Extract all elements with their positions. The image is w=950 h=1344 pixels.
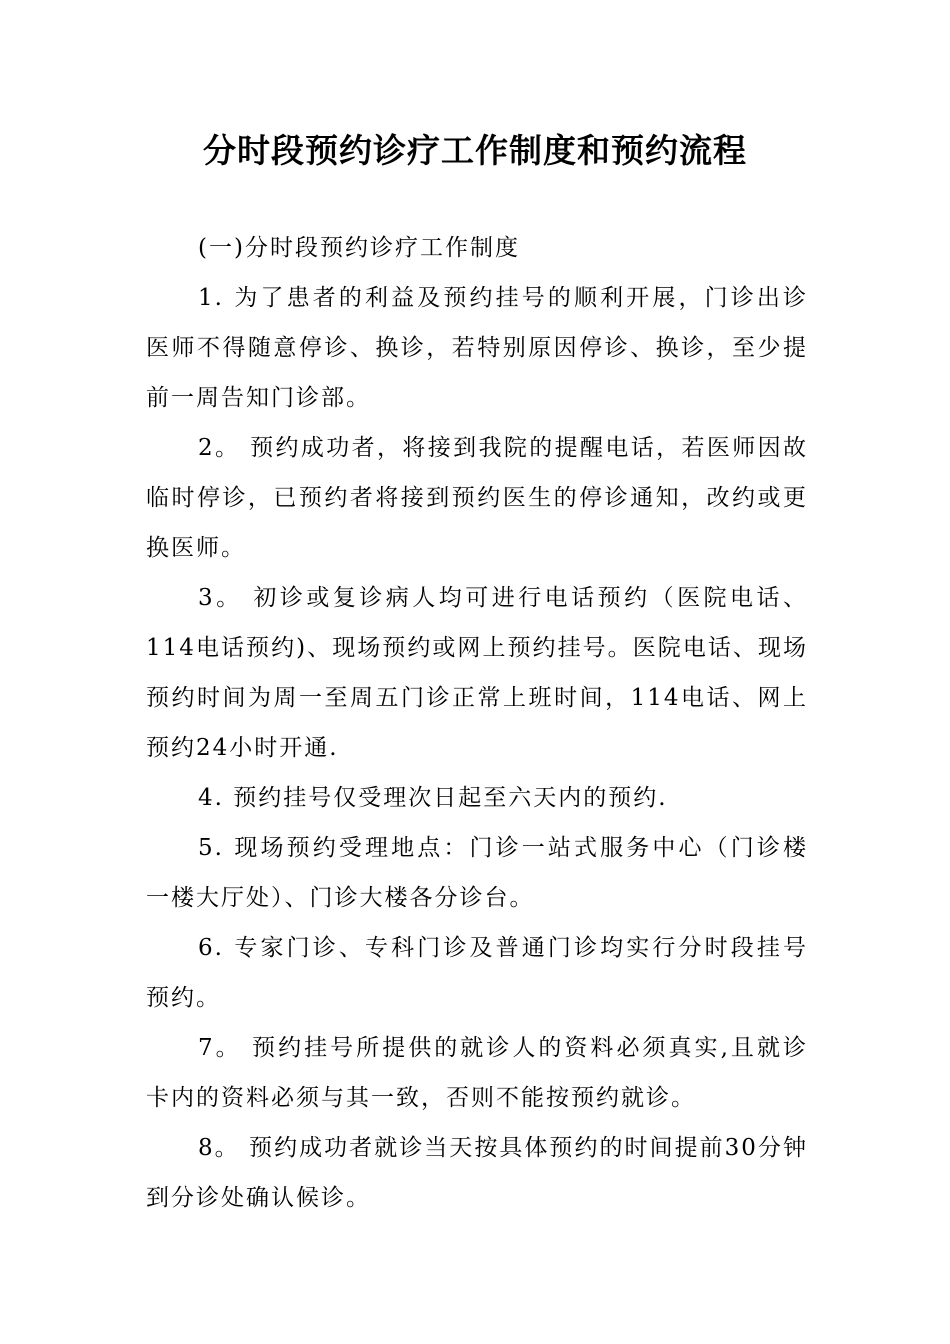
paragraph-7: 7。 预约挂号所提供的就诊人的资料必须真实,且就诊卡内的资料必须与其一致，否则不能按预约就诊。 [146, 1035, 808, 1111]
document-body [146, 223, 808, 1223]
paragraph-4: 4. 预约挂号仅受理次日起至六天内的预约. [198, 785, 668, 811]
paragraph-8: 8。 预约成功者就诊当天按具体预约的时间提前30分钟到分诊处确认候诊。 [146, 1135, 808, 1211]
paragraph-2: 2。 预约成功者，将接到我院的提醒电话，若医师因故临时停诊，已预约者将接到预约医生的停诊通知，改约或更换医师。 [146, 435, 808, 561]
paragraph-6: 6. 专家门诊、专科门诊及普通门诊均实行分时段挂号预约。 [146, 935, 808, 1011]
document-title: 分时段预约诊疗工作制度和预约流程 [203, 131, 747, 170]
section-heading: (一)分时段预约诊疗工作制度 [198, 235, 520, 261]
paragraph-3: 3。 初诊或复诊病人均可进行电话预约（医院电话、114电话预约)、现场预约或网上预约挂号。医院电话、现场预约时间为周一至周五门诊正常上班时间，114电话、网上预约24小时开通. [146, 585, 808, 761]
paragraph-1: 1. 为了患者的利益及预约挂号的顺利开展，门诊出诊医师不得随意停诊、换诊，若特别原因停诊、换诊，至少提前一周告知门诊部。 [146, 285, 808, 411]
paragraph-5: 5. 现场预约受理地点：门诊一站式服务中心（门诊楼一楼大厅处）、门诊大楼各分诊台。 [146, 835, 808, 911]
